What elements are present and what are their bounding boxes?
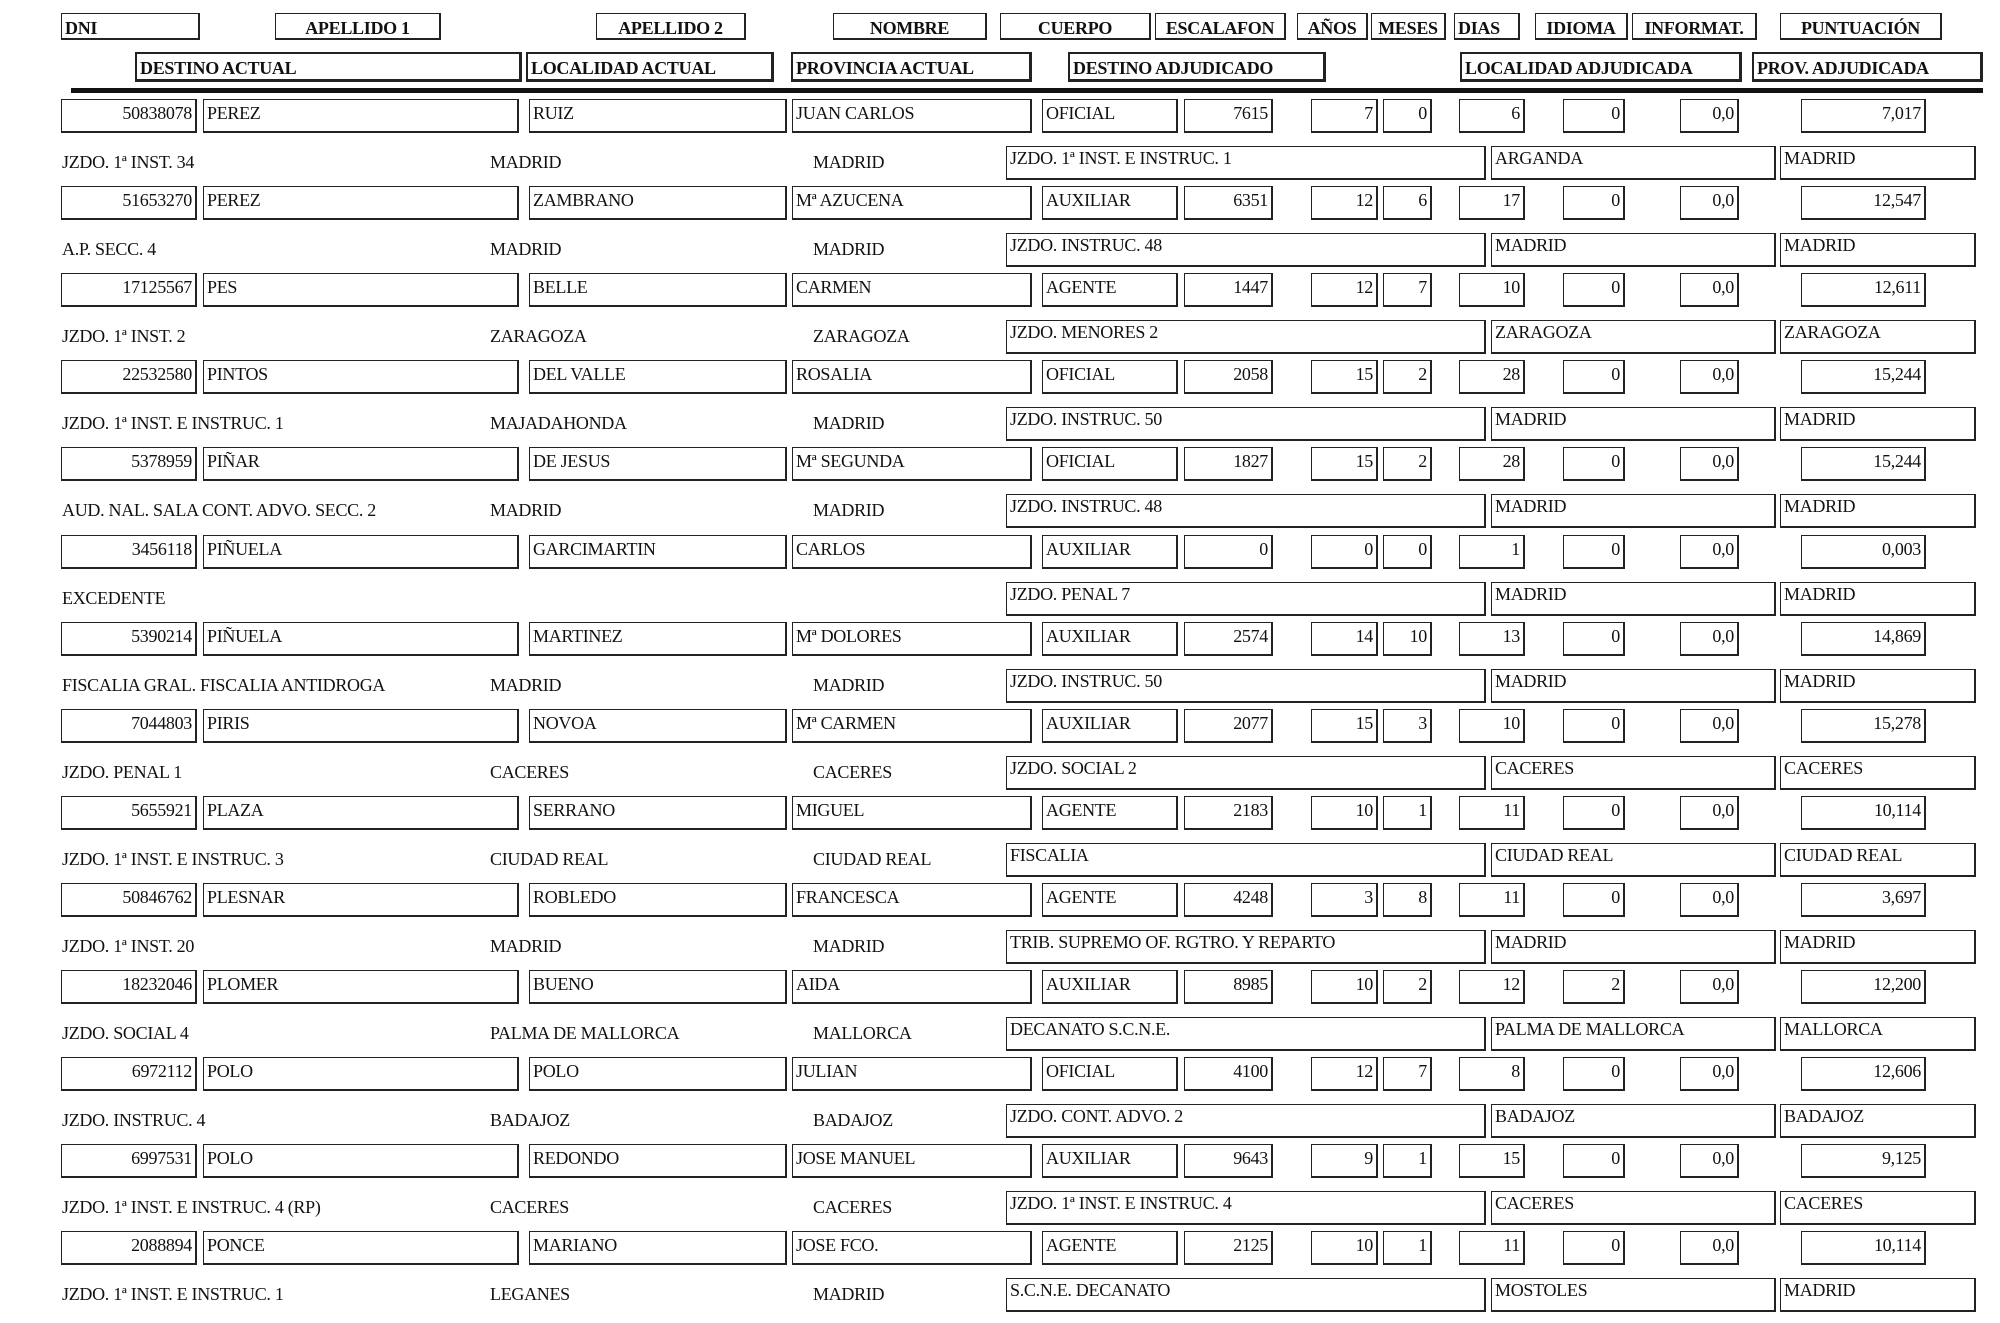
field-prov-adj: MADRID (1780, 233, 1976, 267)
field-provincia: MADRID (813, 152, 885, 172)
field-puntuacion: 9,125 (1801, 1144, 1926, 1178)
field-idioma: 0 (1563, 360, 1625, 394)
field-loc-adj: ZARAGOZA (1491, 320, 1776, 354)
header-apellido2: APELLIDO 2 (596, 13, 746, 40)
field-localidad: BADAJOZ (490, 1110, 570, 1131)
field-loc-adj: CACERES (1491, 756, 1776, 790)
field-localidad: CACERES (490, 761, 569, 782)
field-meses: 2 (1383, 447, 1432, 481)
field-cuerpo: OFICIAL (1042, 99, 1178, 133)
field-dest-adj: S.C.N.E. DECANATO (1006, 1278, 1486, 1312)
field-destino: JZDO. INSTRUC. 4 (62, 1110, 206, 1131)
field-cuerpo: OFICIAL (1042, 1057, 1178, 1091)
field-ap1: PEREZ (203, 99, 519, 133)
field-puntuacion: 12,611 (1801, 273, 1926, 307)
field-ap1: PES (203, 273, 519, 307)
field-informat: 0,0 (1680, 360, 1739, 394)
field-ap1: PIÑUELA (203, 535, 519, 569)
field-provincia: MADRID (813, 500, 885, 521)
field-ap1: PIRIS (203, 709, 519, 743)
field-escalafon: 2077 (1184, 709, 1273, 743)
field-escalafon: 4100 (1184, 1057, 1273, 1091)
field-meses: 1 (1383, 1144, 1432, 1178)
field-nombre: JOSE MANUEL (792, 1144, 1032, 1178)
field-dest-adj: DECANATO S.C.N.E. (1006, 1017, 1486, 1051)
field-anos: 3 (1311, 883, 1378, 917)
field-informat: 0,0 (1680, 796, 1739, 830)
field-ap1: PLOMER (203, 970, 519, 1004)
field-loc-adj: MADRID (1491, 930, 1776, 964)
field-destino: AUD. NAL. SALA CONT. ADVO. SECC. 2 (62, 500, 376, 521)
field-prov-adj: MADRID (1780, 669, 1976, 703)
field-ap2: GARCIMARTIN (529, 535, 787, 569)
field-idioma: 0 (1563, 1231, 1625, 1265)
field-dni: 22532580 (61, 360, 197, 394)
field-escalafon: 0 (1184, 535, 1273, 569)
field-destino: EXCEDENTE (62, 587, 166, 608)
field-ap2: POLO (529, 1057, 787, 1091)
field-idioma: 0 (1563, 1057, 1625, 1091)
field-loc-adj: MADRID (1491, 233, 1776, 267)
field-prov-adj: MADRID (1780, 407, 1976, 441)
field-dni: 18232046 (61, 970, 197, 1004)
field-localidad: MADRID (490, 152, 562, 172)
field-ap2: REDONDO (529, 1144, 787, 1178)
field-nombre: CARLOS (792, 535, 1032, 569)
field-provincia: MADRID (813, 935, 885, 956)
header-idioma: IDIOMA (1535, 13, 1628, 40)
field-dest-adj: JZDO. INSTRUC. 50 (1006, 669, 1486, 703)
field-cuerpo: AGENTE (1042, 1231, 1178, 1265)
field-dest-adj: JZDO. MENORES 2 (1006, 320, 1486, 354)
field-puntuacion: 0,003 (1801, 535, 1926, 569)
field-dest-adj: JZDO. SOCIAL 2 (1006, 756, 1486, 790)
field-anos: 0 (1311, 535, 1378, 569)
field-destino: JZDO. 1ª INST. 20 (62, 935, 195, 956)
field-idioma: 0 (1563, 99, 1625, 133)
field-dias: 13 (1459, 622, 1525, 656)
field-anos: 15 (1311, 360, 1378, 394)
field-idioma: 2 (1563, 970, 1625, 1004)
field-destino: JZDO. 1ª INST. E INSTRUC. 4 (RP) (62, 1197, 321, 1218)
field-destino: A.P. SECC. 4 (62, 239, 156, 260)
field-cuerpo: OFICIAL (1042, 360, 1178, 394)
field-anos: 10 (1311, 1231, 1378, 1265)
field-anos: 12 (1311, 273, 1378, 307)
header-prov-adjudicada: PROV. ADJUDICADA (1752, 52, 1983, 82)
field-ap1: PLAZA (203, 796, 519, 830)
field-cuerpo: AGENTE (1042, 883, 1178, 917)
field-localidad: MADRID (490, 239, 562, 260)
field-dias: 12 (1459, 970, 1525, 1004)
field-informat: 0,0 (1680, 535, 1739, 569)
field-dni: 5390214 (61, 622, 197, 656)
field-loc-adj: MADRID (1491, 669, 1776, 703)
header-meses: MESES (1371, 13, 1446, 40)
field-nombre: Mª DOLORES (792, 622, 1032, 656)
field-dni: 51653270 (61, 186, 197, 220)
field-provincia: MADRID (813, 674, 885, 695)
field-ap2: NOVOA (529, 709, 787, 743)
field-localidad: ZARAGOZA (490, 326, 587, 347)
field-dni: 2088894 (61, 1231, 197, 1265)
field-dias: 17 (1459, 186, 1525, 220)
field-ap2: BUENO (529, 970, 787, 1004)
field-dias: 11 (1459, 1231, 1525, 1265)
field-ap1: POLO (203, 1144, 519, 1178)
field-idioma: 0 (1563, 1144, 1625, 1178)
field-ap2: ROBLEDO (529, 883, 787, 917)
field-ap1: PLESNAR (203, 883, 519, 917)
field-ap2: RUIZ (529, 99, 787, 133)
field-loc-adj: PALMA DE MALLORCA (1491, 1017, 1776, 1051)
field-nombre: MIGUEL (792, 796, 1032, 830)
header-dias: DIAS (1454, 13, 1520, 40)
field-cuerpo: AGENTE (1042, 796, 1178, 830)
header-provincia-actual: PROVINCIA ACTUAL (791, 52, 1032, 82)
field-provincia: CACERES (813, 761, 892, 782)
field-prov-adj: ZARAGOZA (1780, 320, 1976, 354)
field-dni: 7044803 (61, 709, 197, 743)
field-anos: 10 (1311, 970, 1378, 1004)
field-escalafon: 7615 (1184, 99, 1273, 133)
field-cuerpo: AUXILIAR (1042, 622, 1178, 656)
field-nombre: Mª AZUCENA (792, 186, 1032, 220)
field-prov-adj: BADAJOZ (1780, 1104, 1976, 1138)
field-escalafon: 2574 (1184, 622, 1273, 656)
field-prov-adj: MADRID (1780, 582, 1976, 616)
field-provincia: MALLORCA (813, 1023, 912, 1043)
field-informat: 0,0 (1680, 99, 1739, 133)
field-dias: 6 (1459, 99, 1525, 133)
field-localidad: MAJADAHONDA (490, 413, 627, 434)
field-cuerpo: AUXILIAR (1042, 1144, 1178, 1178)
field-meses: 1 (1383, 1231, 1432, 1265)
field-dias: 1 (1459, 535, 1525, 569)
field-nombre: JOSE FCO. (792, 1231, 1032, 1265)
field-escalafon: 2183 (1184, 796, 1273, 830)
field-localidad: PALMA DE MALLORCA (490, 1023, 680, 1043)
header-dni: DNI (61, 13, 200, 40)
field-puntuacion: 3,697 (1801, 883, 1926, 917)
field-provincia: MADRID (813, 413, 885, 434)
field-provincia: CIUDAD REAL (813, 848, 932, 869)
field-destino: JZDO. 1ª INST. E INSTRUC. 3 (62, 848, 284, 869)
field-informat: 0,0 (1680, 1144, 1739, 1178)
field-anos: 14 (1311, 622, 1378, 656)
field-escalafon: 1827 (1184, 447, 1273, 481)
field-dias: 11 (1459, 796, 1525, 830)
field-destino: JZDO. 1ª INST. E INSTRUC. 1 (62, 1284, 284, 1305)
field-dest-adj: JZDO. CONT. ADVO. 2 (1006, 1104, 1486, 1138)
field-idioma: 0 (1563, 273, 1625, 307)
field-informat: 0,0 (1680, 186, 1739, 220)
field-meses: 1 (1383, 796, 1432, 830)
header-anos: AÑOS (1297, 13, 1368, 40)
field-puntuacion: 14,869 (1801, 622, 1926, 656)
field-prov-adj: MALLORCA (1780, 1017, 1976, 1051)
field-informat: 0,0 (1680, 622, 1739, 656)
field-dest-adj: TRIB. SUPREMO OF. RGTRO. Y REPARTO (1006, 930, 1486, 964)
field-nombre: ROSALIA (792, 360, 1032, 394)
field-puntuacion: 12,606 (1801, 1057, 1926, 1091)
field-dias: 8 (1459, 1057, 1525, 1091)
field-anos: 15 (1311, 709, 1378, 743)
field-escalafon: 4248 (1184, 883, 1273, 917)
field-ap1: PINTOS (203, 360, 519, 394)
field-provincia: BADAJOZ (813, 1110, 893, 1131)
field-dni: 5655921 (61, 796, 197, 830)
field-ap2: MARIANO (529, 1231, 787, 1265)
field-dni: 50838078 (61, 99, 197, 133)
field-ap1: PIÑAR (203, 447, 519, 481)
field-meses: 7 (1383, 273, 1432, 307)
field-idioma: 0 (1563, 186, 1625, 220)
field-dest-adj: JZDO. INSTRUC. 48 (1006, 233, 1486, 267)
field-informat: 0,0 (1680, 273, 1739, 307)
field-escalafon: 6351 (1184, 186, 1273, 220)
field-dni: 6997531 (61, 1144, 197, 1178)
field-cuerpo: AUXILIAR (1042, 709, 1178, 743)
field-localidad: CACERES (490, 1197, 569, 1218)
field-dni: 17125567 (61, 273, 197, 307)
header-divider (71, 88, 1983, 93)
field-destino: JZDO. 1ª INST. 34 (62, 152, 195, 172)
field-dias: 10 (1459, 273, 1525, 307)
field-prov-adj: MADRID (1780, 146, 1976, 180)
field-idioma: 0 (1563, 622, 1625, 656)
field-escalafon: 2125 (1184, 1231, 1273, 1265)
field-provincia: MADRID (813, 1284, 885, 1305)
header-localidad-actual: LOCALIDAD ACTUAL (526, 52, 774, 82)
field-anos: 12 (1311, 186, 1378, 220)
field-loc-adj: MADRID (1491, 494, 1776, 528)
header-informat: INFORMAT. (1632, 13, 1757, 40)
field-anos: 7 (1311, 99, 1378, 133)
field-meses: 10 (1383, 622, 1432, 656)
field-puntuacion: 15,244 (1801, 447, 1926, 481)
field-ap2: MARTINEZ (529, 622, 787, 656)
field-prov-adj: CACERES (1780, 756, 1976, 790)
field-provincia: ZARAGOZA (813, 326, 910, 347)
field-meses: 0 (1383, 99, 1432, 133)
field-puntuacion: 12,200 (1801, 970, 1926, 1004)
field-meses: 7 (1383, 1057, 1432, 1091)
field-destino: FISCALIA GRAL. FISCALIA ANTIDROGA (62, 674, 386, 695)
field-nombre: JUAN CARLOS (792, 99, 1032, 133)
field-loc-adj: CACERES (1491, 1191, 1776, 1225)
field-informat: 0,0 (1680, 1057, 1739, 1091)
field-puntuacion: 15,244 (1801, 360, 1926, 394)
field-ap2: DE JESUS (529, 447, 787, 481)
header-escalafon: ESCALAFON (1155, 13, 1286, 40)
field-loc-adj: ARGANDA (1491, 146, 1776, 180)
field-escalafon: 1447 (1184, 273, 1273, 307)
field-dias: 28 (1459, 447, 1525, 481)
field-idioma: 0 (1563, 883, 1625, 917)
field-localidad: MADRID (490, 500, 562, 521)
field-anos: 9 (1311, 1144, 1378, 1178)
field-escalafon: 2058 (1184, 360, 1273, 394)
field-nombre: AIDA (792, 970, 1032, 1004)
field-prov-adj: MADRID (1780, 1278, 1976, 1312)
field-ap2: ZAMBRANO (529, 186, 787, 220)
field-dest-adj: JZDO. 1ª INST. E INSTRUC. 1 (1006, 146, 1486, 180)
field-destino: JZDO. PENAL 1 (62, 761, 182, 782)
field-puntuacion: 10,114 (1801, 1231, 1926, 1265)
field-provincia: MADRID (813, 239, 885, 260)
field-prov-adj: MADRID (1780, 930, 1976, 964)
field-loc-adj: BADAJOZ (1491, 1104, 1776, 1138)
field-informat: 0,0 (1680, 1231, 1739, 1265)
field-puntuacion: 15,278 (1801, 709, 1926, 743)
field-nombre: FRANCESCA (792, 883, 1032, 917)
field-informat: 0,0 (1680, 970, 1739, 1004)
field-meses: 0 (1383, 535, 1432, 569)
field-cuerpo: AUXILIAR (1042, 970, 1178, 1004)
field-informat: 0,0 (1680, 709, 1739, 743)
field-dni: 3456118 (61, 535, 197, 569)
field-escalafon: 9643 (1184, 1144, 1273, 1178)
field-ap2: DEL VALLE (529, 360, 787, 394)
field-loc-adj: MOSTOLES (1491, 1278, 1776, 1312)
header-puntuacion: PUNTUACIÓN (1780, 13, 1942, 40)
field-dest-adj: FISCALIA (1006, 843, 1486, 877)
field-meses: 8 (1383, 883, 1432, 917)
field-nombre: Mª SEGUNDA (792, 447, 1032, 481)
field-informat: 0,0 (1680, 883, 1739, 917)
field-prov-adj: CACERES (1780, 1191, 1976, 1225)
field-dias: 15 (1459, 1144, 1525, 1178)
field-destino: JZDO. 1ª INST. E INSTRUC. 1 (62, 413, 284, 434)
field-puntuacion: 7,017 (1801, 99, 1926, 133)
field-dias: 28 (1459, 360, 1525, 394)
field-localidad: LEGANES (490, 1284, 570, 1305)
field-anos: 10 (1311, 796, 1378, 830)
field-destino: JZDO. 1ª INST. 2 (62, 326, 186, 347)
field-anos: 12 (1311, 1057, 1378, 1091)
field-loc-adj: CIUDAD REAL (1491, 843, 1776, 877)
field-destino: JZDO. SOCIAL 4 (62, 1023, 189, 1043)
field-loc-adj: MADRID (1491, 582, 1776, 616)
field-meses: 2 (1383, 360, 1432, 394)
field-dni: 6972112 (61, 1057, 197, 1091)
header-destino-actual: DESTINO ACTUAL (135, 52, 522, 82)
header-nombre: NOMBRE (833, 13, 987, 40)
field-ap1: POLO (203, 1057, 519, 1091)
field-prov-adj: CIUDAD REAL (1780, 843, 1976, 877)
field-ap1: PONCE (203, 1231, 519, 1265)
field-localidad: CIUDAD REAL (490, 848, 609, 869)
field-dias: 10 (1459, 709, 1525, 743)
field-dest-adj: JZDO. INSTRUC. 50 (1006, 407, 1486, 441)
field-meses: 3 (1383, 709, 1432, 743)
field-dest-adj: JZDO. PENAL 7 (1006, 582, 1486, 616)
field-puntuacion: 10,114 (1801, 796, 1926, 830)
field-meses: 6 (1383, 186, 1432, 220)
field-ap1: PIÑUELA (203, 622, 519, 656)
field-meses: 2 (1383, 970, 1432, 1004)
field-ap2: SERRANO (529, 796, 787, 830)
field-provincia: CACERES (813, 1197, 892, 1218)
field-escalafon: 8985 (1184, 970, 1273, 1004)
field-puntuacion: 12,547 (1801, 186, 1926, 220)
field-idioma: 0 (1563, 796, 1625, 830)
field-loc-adj: MADRID (1491, 407, 1776, 441)
field-nombre: CARMEN (792, 273, 1032, 307)
field-cuerpo: AUXILIAR (1042, 535, 1178, 569)
field-ap2: BELLE (529, 273, 787, 307)
field-dias: 11 (1459, 883, 1525, 917)
field-nombre: Mª CARMEN (792, 709, 1032, 743)
field-idioma: 0 (1563, 709, 1625, 743)
field-dest-adj: JZDO. INSTRUC. 48 (1006, 494, 1486, 528)
field-localidad: MADRID (490, 674, 562, 695)
field-anos: 15 (1311, 447, 1378, 481)
field-localidad: MADRID (490, 935, 562, 956)
header-localidad-adjudicada: LOCALIDAD ADJUDICADA (1460, 52, 1742, 82)
field-ap1: PEREZ (203, 186, 519, 220)
field-dni: 50846762 (61, 883, 197, 917)
header-destino-adjudicado: DESTINO ADJUDICADO (1068, 52, 1326, 82)
field-prov-adj: MADRID (1780, 494, 1976, 528)
field-dni: 5378959 (61, 447, 197, 481)
field-informat: 0,0 (1680, 447, 1739, 481)
field-idioma: 0 (1563, 447, 1625, 481)
field-cuerpo: AGENTE (1042, 273, 1178, 307)
header-apellido1: APELLIDO 1 (275, 13, 441, 40)
field-dest-adj: JZDO. 1ª INST. E INSTRUC. 4 (1006, 1191, 1486, 1225)
field-idioma: 0 (1563, 535, 1625, 569)
field-nombre: JULIAN (792, 1057, 1032, 1091)
field-cuerpo: OFICIAL (1042, 447, 1178, 481)
header-cuerpo: CUERPO (1000, 13, 1151, 40)
field-cuerpo: AUXILIAR (1042, 186, 1178, 220)
